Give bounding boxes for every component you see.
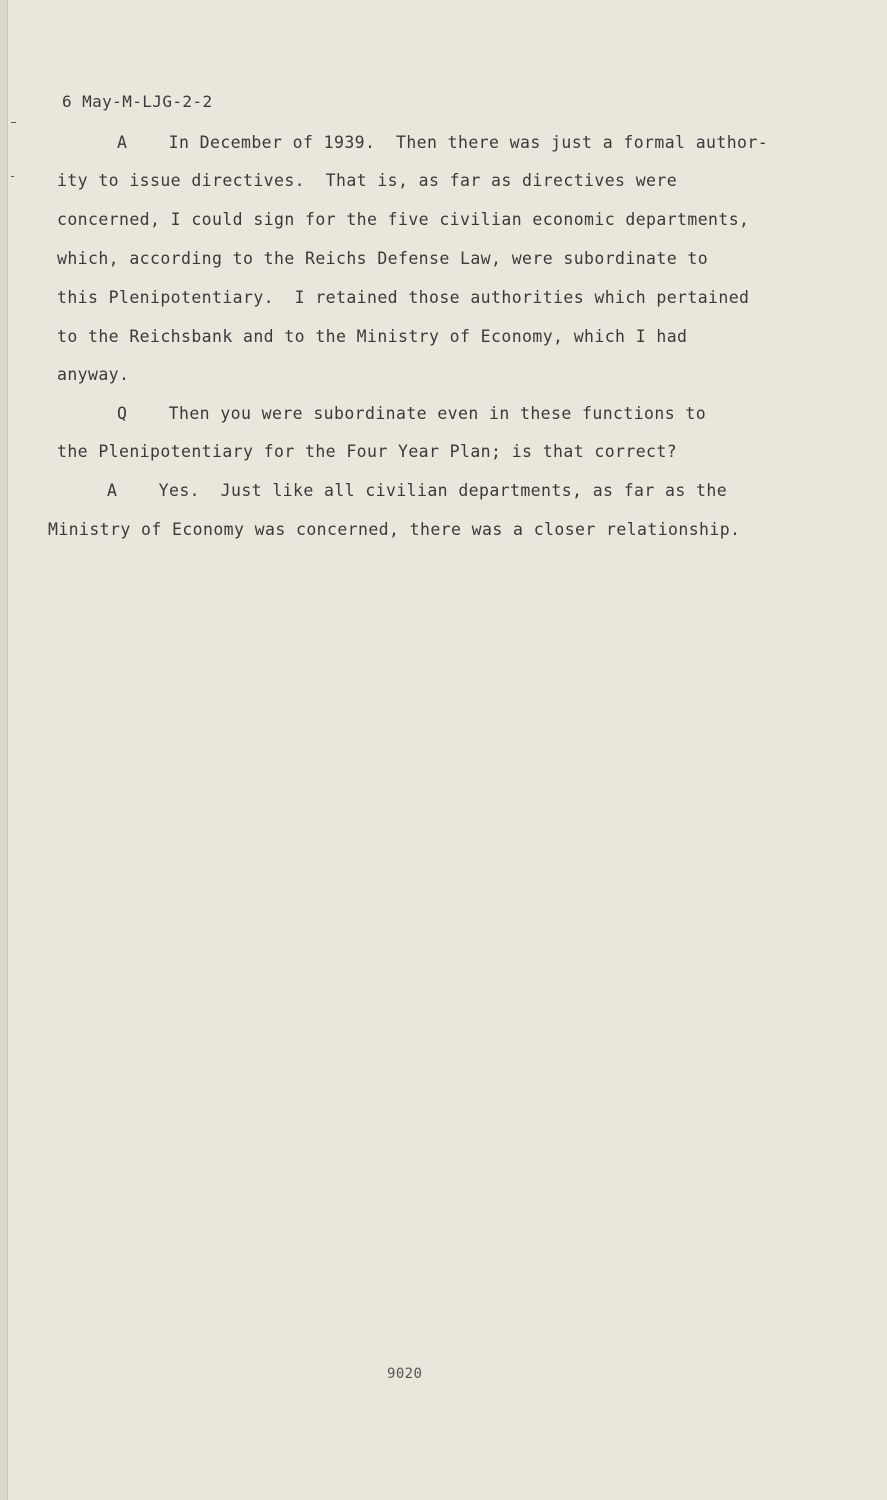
- text-line: Ministry of Economy was concerned, there was a closer relationship.: [48, 520, 741, 539]
- document-reference: 6 May-M-LJG-2-2: [62, 92, 213, 111]
- document-page: [7, 0, 887, 1500]
- text-line: Q Then you were subordinate even in these functions to: [117, 404, 707, 423]
- text-line: A In December of 1939. Then there was just a formal author-: [117, 133, 769, 152]
- text-line: to the Reichsbank and to the Ministry of Economy, which I had: [57, 327, 688, 346]
- text-line: A Yes. Just like all civilian departments, as far as the: [107, 481, 728, 500]
- text-line: concerned, I could sign for the five civilian economic departments,: [57, 210, 750, 229]
- margin-mark: [11, 176, 14, 177]
- text-line: anyway.: [57, 365, 130, 384]
- page-number: 9020: [387, 1366, 423, 1382]
- text-line: this Plenipotentiary. I retained those authorities which pertained: [57, 288, 750, 307]
- text-line: the Plenipotentiary for the Four Year Plan; is that correct?: [57, 442, 678, 461]
- text-line: ity to issue directives. That is, as far as directives were: [57, 171, 678, 190]
- margin-mark: [11, 122, 16, 123]
- text-line: which, according to the Reichs Defense Law, were subordinate to: [57, 249, 709, 268]
